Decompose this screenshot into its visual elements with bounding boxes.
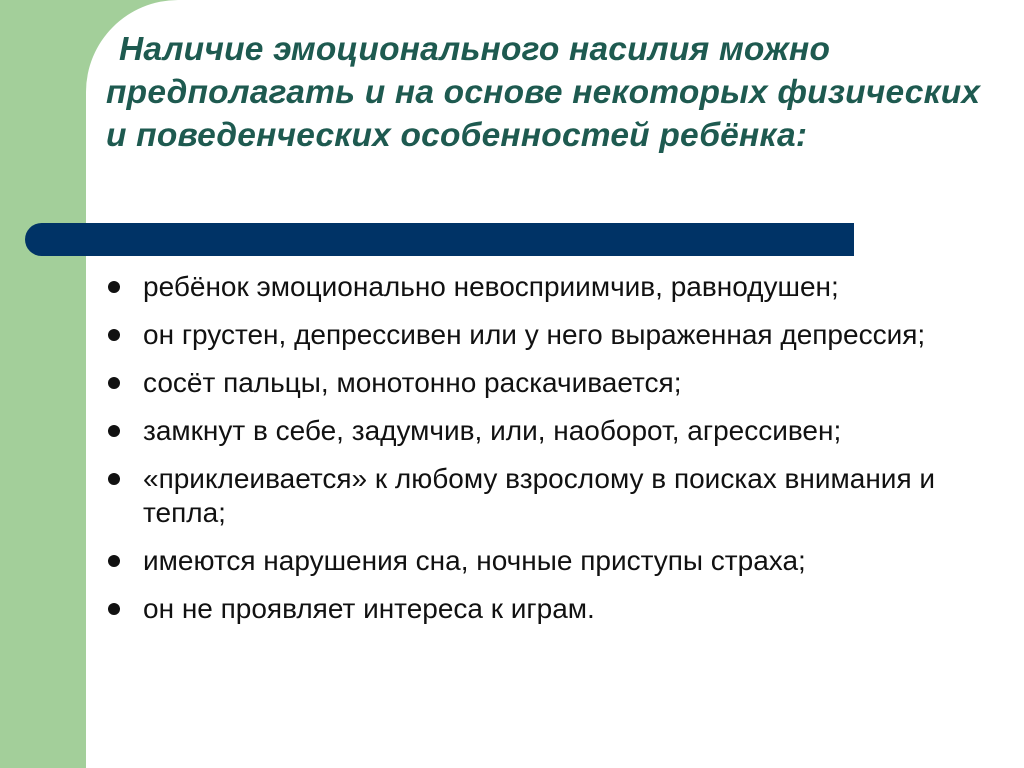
bullet-list bbox=[0, 270, 1024, 640]
list-item bbox=[0, 592, 1024, 626]
bullet-icon bbox=[108, 425, 120, 437]
bullet-icon bbox=[108, 329, 120, 341]
list-item-text: сосёт пальцы, монотонно раскачивается; bbox=[143, 367, 682, 398]
bullet-icon bbox=[108, 603, 120, 615]
list-item bbox=[0, 318, 1024, 352]
list-item-text: ребёнок эмоционально невосприимчив, равнодушен; bbox=[143, 271, 839, 302]
bullet-icon bbox=[108, 281, 120, 293]
list-item-text: он грустен, депрессивен или у него выраженная депрессия; bbox=[143, 319, 926, 350]
divider-bar bbox=[25, 223, 854, 256]
bullet-icon bbox=[108, 473, 120, 485]
list-item bbox=[0, 366, 1024, 400]
list-item bbox=[0, 414, 1024, 448]
list-item-text: «приклеивается» к любому взрослому в поисках внимания и тепла; bbox=[143, 463, 936, 528]
bullet-icon bbox=[108, 377, 120, 389]
list-item bbox=[0, 462, 1024, 530]
bullet-icon bbox=[108, 555, 120, 567]
list-item bbox=[0, 270, 1024, 304]
list-item-text: замкнут в себе, задумчив, или, наоборот, агрессивен; bbox=[143, 415, 842, 446]
slide-title: Наличие эмоционального насилия можно предполагать и на основе некоторых физических и поведенческих особенностей ребёнка: bbox=[106, 31, 981, 154]
list-item bbox=[0, 544, 1024, 578]
list-item-text: имеются нарушения сна, ночные приступы страха; bbox=[143, 545, 806, 576]
list-item-text: он не проявляет интереса к играм. bbox=[143, 593, 595, 624]
